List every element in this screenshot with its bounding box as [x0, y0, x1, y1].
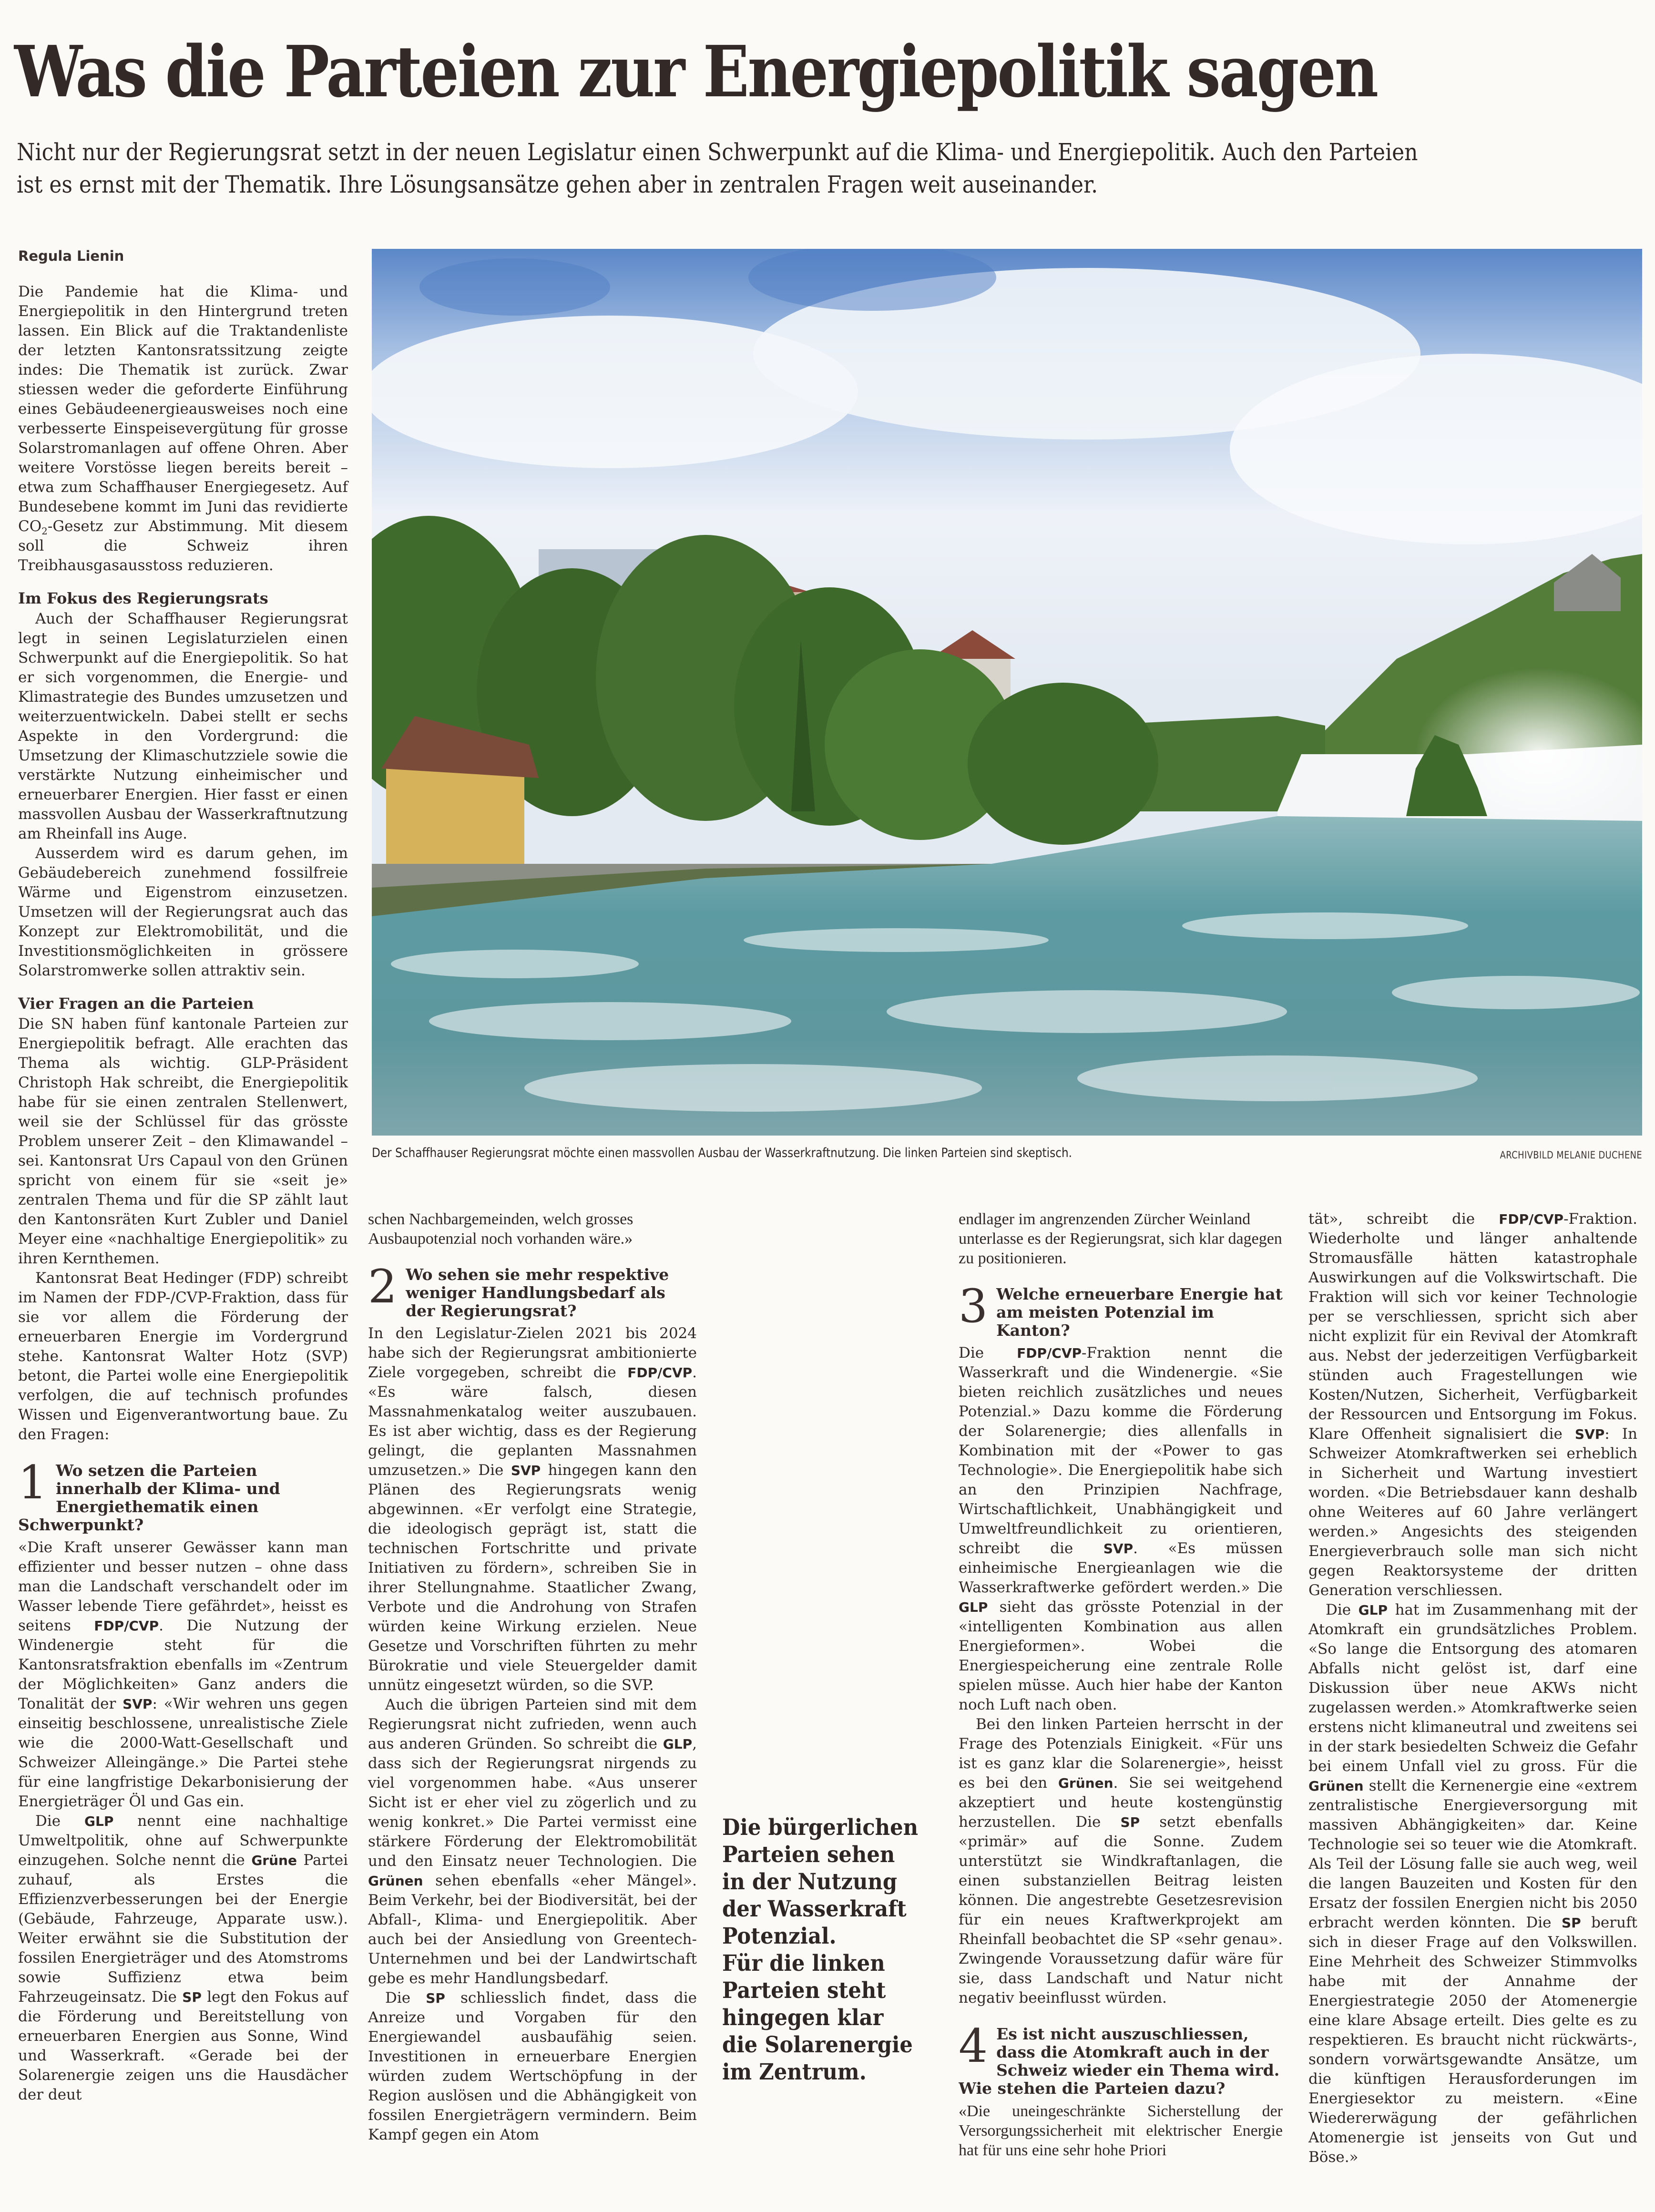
text: beruft sich in dieser Frage auf den Volkswillen. Eine Mehrheit des Schweizer Stimmvolks habe mit der Annahme der Energiestrategie 2050 der Atomenergie eine klare Absage erteilt. Dies gelte es zu respektieren. Es braucht nicht rückwärts-, sondern vorwärtsgewandte Ansätze, um die künftigen Herausforderungen im Energiesektor zu meistern. «Eine Wiedererwägung der gefährlichen Atomenergie ist jenseits von Gut und Böse.» [1308, 1914, 1637, 2166]
pull-quote-line: Die bürgerlichen [722, 1814, 919, 1841]
text: . Die Nutzung der Windenergie steht für die Kantonsratsfraktion ebenfalls im «Zentrum der Möglichkeiten» Ganz anders die Tonalität der [18, 1617, 348, 1712]
text: nennt eine nachhaltige Umweltpolitik, ohne auf Schwerpunkte einzugehen. Solche nennt die [18, 1813, 348, 1869]
party-svp: SVP [1103, 1541, 1134, 1557]
photo-caption: Der Schaffhauser Regierungsrat möchte einen massvollen Ausbau der Wasserkraftnutzung. Die linken Parteien sind skeptisch. [372, 1146, 1073, 1160]
text: : «Wir wehren uns gegen einseitig beschlossene, unrealistische Ziele wie die 2000-Watt-Gesellschaft und Schweizer Alleingänge.» Die Partei stehe für eine langfristige Dekarbonisierung der Energieträger Öl und Gas ein. [18, 1695, 348, 1810]
answer-continuation: endlager im angrenzenden Zürcher Weinland unterlasse es der Regierungsrat, sich klar dagegen zu positionieren. [959, 1210, 1282, 1267]
deck-line: Nicht nur der Regierungsrat setzt in der neuen Legislatur einen Schwerpunkt auf die Klima- und Energiepolitik. Auch den Parteien [17, 138, 1418, 166]
question-text: Es ist nicht auszuschliessen, dass die Atomkraft auch in der Schweiz wieder ein Thema wird. Wie stehen die Parteien dazu? [959, 2025, 1280, 2098]
text: . «Es wäre falsch, diesen Massnahmenkatalog weiter auszubauen. Es ist aber wichtig, dass es der Regierung gelingt, die geplanten Massnahmen umzusetzen.» Die [368, 1364, 697, 1479]
intro-text: Die Pandemie hat die Klima- und Energiepolitik in den Hintergrund treten lassen. Ein Blick auf die Traktandenliste der letzten Kantonsratssitzung zeigte indes: Die Thematik ist zurück. Zwar stiessen weder die geforderte Einführung eines Gebäudeenergieausweises noch eine verbesserte Einspeisevergütung für grosse Solarstromanlagen auf offene Ohren. Aber weitere Vorstösse liegen bereits bereit – etwa zum Schaffhauser Energiegesetz. Auf Bundesebene kommt im Juni das revidierte CO [18, 283, 348, 535]
question-3 [959, 1285, 1283, 1340]
question-number: 2 [368, 1266, 398, 1313]
column-1 [18, 282, 348, 2105]
text: setzt ebenfalls «primär» auf die Sonne. Zudem unterstützt sie Windkraftanlagen, die einen substanziellen Beitrag leisten können. Die angestrebte Gesetzesrevision für ein neues Kraftwerkprojekt am Rheinfall beobachtet die SP «sehr genau». Zwingende Voraussetzung dafür wäre für sie, dass Landschaft und Natur nicht negativ beeinflusst würden. [959, 1813, 1283, 2007]
text: Partei zuhauf, als Erstes die Effizienzverbesserungen bei der Energie (Gebäude, Fahrzeuge, Apparate usw.). Weiter erwähnt sie die Substitution der fossilen Energieträger und des Atomstroms sowie Suffizienz etwa beim Fahrzeugeinsatz. Die [18, 1852, 348, 2006]
party-fdp-cvp: FDP/CVP [94, 1618, 159, 1634]
pull-quote-line: der Wasserkraft [722, 1896, 907, 1922]
party-svp: SVP [511, 1463, 541, 1478]
pull-quote-line: Für die linken [722, 1950, 885, 1976]
subhead-questions: Vier Fragen an die Parteien [18, 994, 254, 1013]
text: Die [385, 1989, 426, 2007]
party-gruenen: Grünen [1058, 1775, 1114, 1791]
text: . Sie sei weitgehend akzeptiert und heute kostengünstig herzustellen. Die [959, 1774, 1283, 1831]
question-2 [368, 1266, 697, 1320]
question-text: Wo sehen sie mehr respektive weniger Handlungsbedarf als der Regierungsrat? [406, 1266, 669, 1320]
party-gruenen: Grünen [368, 1873, 423, 1889]
party-sp: SP [182, 1989, 202, 2005]
deck [17, 136, 1637, 201]
party-sp: SP [1120, 1814, 1140, 1830]
text: Auch die übrigen Parteien sind mit dem Regierungsrat nicht zufrieden, wenn auch aus anderen Gründen. So schreibt die [368, 1696, 697, 1752]
answer-paragraph [1308, 1600, 1637, 2167]
text: : In Schweizer Atomkraftwerken sei erheblich in Sicherheit und Wartung investiert worden. «Die Betriebsdauer kann deshalb ohne Weiteres auf 60 Jahre verlängert werden.» Angesichts des steigenden Energieverbrauch solle man sich nicht gegen Reaktorsysteme der dritten Generation verschliessen. [1308, 1425, 1638, 1599]
text: Die [1326, 1601, 1359, 1618]
text: Die [35, 1813, 85, 1830]
party-gruenen: Grünen [1308, 1778, 1364, 1794]
headline: Was die Parteien zur Energiepolitik sagen [14, 30, 1377, 113]
party-glp: GLP [663, 1736, 693, 1752]
paragraph: Ausserdem wird es darum gehen, im Gebäudebereich zunehmend fossilfreie Wärme und Eigenstrom einzusetzen. Umsetzen will der Regierungsrat auch das Konzept zur Elektromobilität, und die Investitionsmöglichkeiten in grössere Solarstromwerke sollen attraktiv sein. [18, 845, 348, 979]
intro-text-end: -Gesetz zur Abstimmung. Mit diesem soll die Schweiz ihren Treibhausgasausstoss reduzieren. [18, 518, 348, 574]
pull-quote [722, 1814, 941, 2086]
party-glp: GLP [959, 1599, 988, 1615]
pull-quote-line: im Zentrum. [722, 2059, 867, 2085]
party-gruene: Grüne [251, 1853, 297, 1868]
pull-quote-line: hingegen klar [722, 2005, 884, 2031]
text: hingegen kann den Plänen des Regierungsrats wenig abgewinnen. «Er verfolgt eine Strategie, die ideologisch geprägt ist, statt die technischen Fortschritte und private Initiativen zu fördern», schreiben Sie in ihrer Stellungnahme. Staatlicher Zwang, Verbote und die Androhung von Strafen würden keine Wirkung erzielen. Neue Gesetze und Vorschriften führten zu mehr Bürokratie und viele Steuergelder damit unnütz eingesetzt würden, so die SVP. [368, 1462, 697, 1694]
answer-paragraph [368, 1988, 697, 2145]
co2-subscript: 2 [41, 525, 48, 537]
text: tät», schreibt die [1308, 1210, 1499, 1228]
pull-quote-line: die Solarenergie [722, 2032, 913, 2058]
answer-paragraph [959, 1343, 1283, 1715]
subhead-focus: Im Fokus des Regierungsrats [18, 589, 268, 607]
party-svp: SVP [1574, 1426, 1605, 1442]
answer-paragraph [18, 1538, 348, 1812]
answer-paragraph [368, 1695, 697, 1988]
answer-paragraph [18, 1812, 348, 2105]
party-sp: SP [1561, 1915, 1581, 1931]
byline: Regula Lienin [18, 248, 124, 264]
answer-continuation: schen Nachbargemeinden, welch grosses Ausbaupotenzial noch vorhanden wäre.» [368, 1210, 633, 1248]
question-1 [18, 1462, 348, 1534]
text: -Fraktion nennt die Wasserkraft und die Windenergie. «Sie bieten reichlich zusätzliches und neues Potenzial.» Dazu komme die Förderung der Solarenergie; dies allenfalls in Kombination mit der «Power to gas Technologie». Die Energiepolitik habe sich an den Prinzipien Nachfrage, Wirtschaftlichkeit, Unabhängigkeit und Umweltfreundlichkeit zu orientieren, schreibt die [959, 1344, 1283, 1557]
rheinfall-photo-illustration [372, 249, 1642, 1136]
party-glp: GLP [1358, 1602, 1388, 1618]
question-number: 1 [18, 1462, 48, 1509]
question-number: 4 [959, 2025, 988, 2073]
intro-paragraph [18, 282, 348, 575]
column-4 [1308, 1209, 1637, 2167]
pull-quote-line: in der Nutzung [722, 1869, 898, 1895]
text: Die [959, 1344, 1017, 1362]
text: legt den Fokus auf die Förderung und Bereitstellung von erneuerbaren Energien aus Sonne, Wind und Wasserkraft. «Gerade bei der Solarenergie zeigen uns die Hausdächer der deut [18, 1988, 348, 2103]
answer-paragraph [368, 1324, 697, 1695]
text: stellt die Kernenergie eine «extrem zentralistische Energieversorgung mit massiven Abhängigkeiten» dar. Keine Technologie sei so teuer wie die Atomkraft. Als Teil der Lösung falle sie auch weg, weil die langen Bauzeiten und Kosten für den Ersatz der fossilen Energien nicht bis 2050 erbracht werden könnten. Die [1308, 1777, 1637, 1931]
party-svp: SVP [123, 1696, 153, 1712]
question-text: Wo setzen die Parteien innerhalb der Klima- und Energiethematik einen Schwerpunkt? [18, 1462, 280, 1534]
answer-paragraph [1308, 1209, 1637, 1600]
answer-paragraph [959, 1715, 1283, 2008]
pull-quote-line: Parteien sehen [722, 1842, 895, 1868]
article-photo [372, 249, 1642, 1136]
caption-row [372, 1144, 1642, 1163]
column-3 [959, 1209, 1283, 2160]
text: schliesslich findet, dass die Anreize und Vorgaben für den Energiewandel ausbaufähig seien. Investitionen in erneuerbare Energien würden zudem Wertschöpfung in der Region auslösen und die Abhängigkeit von fossilen Energieträgern vermindern. Beim Kampf gegen ein Atom [368, 1989, 697, 2143]
column-2 [368, 1209, 697, 2145]
answer-paragraph: «Die uneingeschränkte Sicherstellung der Versorgungssicherheit mit elektrischer Energie hat für uns eine sehr hohe Priori [959, 2102, 1283, 2159]
party-glp: GLP [84, 1813, 114, 1829]
pull-quote-line: Potenzial. [722, 1923, 837, 1949]
question-4 [959, 2025, 1283, 2098]
text: sehen ebenfalls «eher Mängel». Beim Verkehr, bei der Biodiversität, bei der Abfall-, Klima- und Energiepolitik. Aber auch bei der Ansiedlung von Greentech-Unternehmen und bei der Landwirtschaft gebe es mehr Handlungsbedarf. [368, 1872, 697, 1987]
text: hat im Zusammenhang mit der Atomkraft ein grundsätzliches Problem. «So lange die Entsorgung des atomaren Abfalls nicht gelöst ist, darf eine Diskussion über neue AKWs nicht zugelassen werden.» Atomkraftwerke seien erstens nicht klimaneutral und zweitens sei in der stark besiedelten Schweiz die Gefahr bei einem Unfall viel zu gross. Für die [1308, 1601, 1638, 1775]
text: -Fraktion. Wiederholte und länger anhaltende Stromausfälle hätten katastrophale Auswirkungen auf die Volkswirtschaft. Die Fraktion will sich vor keiner Technologie per se verschliessen, spricht sich aber nicht explizit für ein Revival der Atomkraft aus. Nebst der jederzeitigen Verfügbarkeit stünden auch Fragestellungen wie Kosten/Nutzen, Sicherheit, Verfügbarkeit der Ressourcen und Entsorgung im Fokus. Klare Offenheit signalisiert die [1308, 1210, 1637, 1443]
text: sieht das grösste Potenzial in der «intelligenten Kombination aus allen Energieformen». Wobei die Energiespeicherung eine zentrale Rolle spielen müsse. Auch hier habe der Kanton noch Luft nach oben. [959, 1598, 1283, 1713]
paragraph: Auch der Schaffhauser Regierungsrat legt in seinen Legislaturzielen einen Schwerpunkt auf die Energiepolitik. So hat er sich vorgenommen, die Energie- und Klimastrategie des Bundes umzusetzen und weiterzuentwickeln. Dabei stellt er sechs Aspekte in den Vordergrund: die Umsetzung der Klimaschutzziele sowie die verstärkte Nutzung einheimischer und erneuerbarer Energien. Hier fasst er einen massvollen Ausbau der Wasserkraftnutzung am Rheinfall ins Auge. [18, 610, 348, 842]
question-text: Welche erneuerbare Energie hat am meisten Potenzial im Kanton? [996, 1285, 1283, 1340]
party-fdp-cvp: FDP/CVP [627, 1365, 693, 1381]
text: In den Legislatur-Zielen 2021 bis 2024 habe sich der Regierungsrat ambitionierte Ziele vorgegeben, schreibt die [368, 1325, 697, 1381]
question-number: 3 [959, 1285, 988, 1333]
text: Bei den linken Parteien herrscht in der Frage des Potenzials Einigkeit. «Für uns ist es ganz klar die Solarenergie», heisst es bei den [959, 1716, 1283, 1792]
party-fdp-cvp: FDP/CVP [1499, 1211, 1564, 1227]
deck-line: ist es ernst mit der Thematik. Ihre Lösungsansätze gehen aber in zentralen Fragen weit auseinander. [17, 171, 1098, 198]
pull-quote-line: Parteien steht [722, 1977, 886, 2004]
party-sp: SP [426, 1990, 445, 2006]
text: . «Es müssen einheimische Energieanlagen wie die Wasserkraftwerke gefördert werden.» Die [959, 1540, 1283, 1596]
paragraph: Die SN haben fünf kantonale Parteien zur Energiepolitik befragt. Alle erachten das Thema als wichtig. GLP-Präsident Christoph Hak schreibt, die Energiepolitik habe für sie einen zentralen Stellenwert, weil sie der Schlüssel für das grösste Problem unserer Zeit – den Klimawandel – sei. Kantonsrat Urs Capaul von den Grünen spricht von einem für sie «seit je» zentralen Thema und für die SP zählt laut den Kantonsräten Kurt Zubler und Daniel Meyer eine «nachhaltige Energiepolitik» zu ihren Kernthemen. [18, 1015, 348, 1267]
text: «Die Kraft unserer Gewässer kann man effizienter und besser nutzen – ohne dass man die Landschaft verschandelt oder im Wasser lebende Tiere gefährdet», heisst es seitens [18, 1539, 348, 1634]
photo-credit: ARCHIVBILD MELANIE DUCHENE [1500, 1149, 1642, 1161]
party-fdp-cvp: FDP/CVP [1017, 1345, 1082, 1361]
paragraph: Kantonsrat Beat Hedinger (FDP) schreibt im Namen der FDP-/CVP-Fraktion, dass für sie vor allem die Förderung der erneuerbaren Energie im Vordergrund stehe. Kantonsrat Walter Hotz (SVP) betont, die Partei wolle eine Energiepolitik verfolgen, die auf technisch profundes Wissen und Eigenverantwortung baue. Zu den Fragen: [18, 1270, 348, 1443]
text: , dass sich der Regierungsrat nirgends zu viel vorgenommen habe. «Aus unserer Sicht ist er eher viel zu zögerlich und zu wenig konkret.» Die Partei vermisst eine stärkere Förderung der Elektromobilität und den Einsatz neuer Technologien. Die [368, 1735, 697, 1870]
